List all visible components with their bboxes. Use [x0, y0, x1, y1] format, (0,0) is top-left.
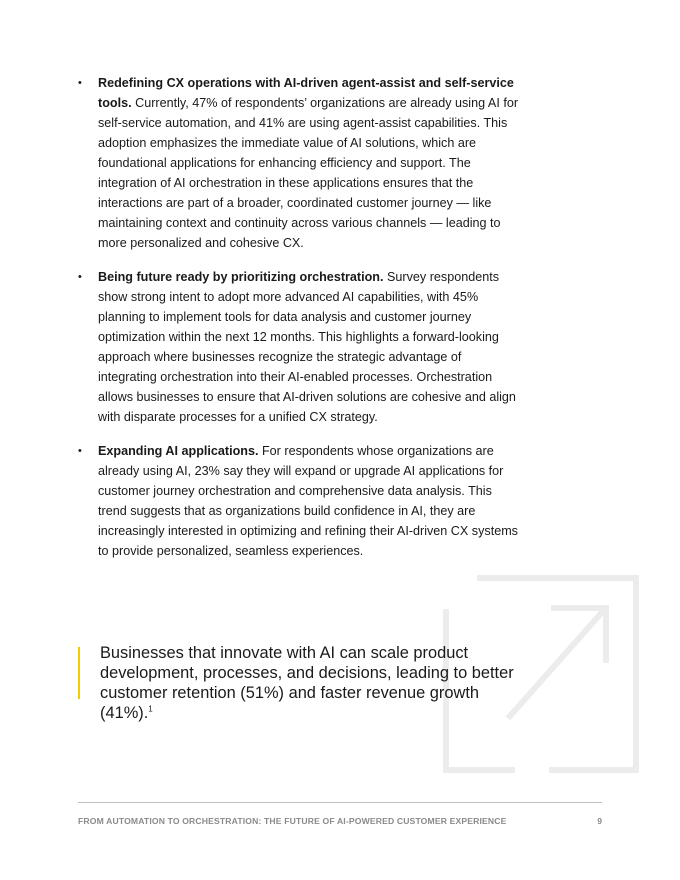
pull-quote [100, 643, 535, 723]
page-number: 9 [597, 816, 602, 826]
bullet-item [78, 73, 523, 253]
bullet-text: For respondents whose organizations are already using AI, 23% say they will expand or upgrade AI applications for customer journey orchestration and comprehensive data analysis. This trend suggests that as organizations build confidence in AI, they are increasingly interested in optimizing and refining their AI-driven CX systems to provide personalized, seamless experiences. [98, 444, 518, 558]
bullet-lead: Being future ready by prioritizing orchestration. [98, 270, 387, 284]
bullet-text: Currently, 47% of respondents’ organizations are already using AI for self-service automation, and 41% are using agent-assist capabilities. This adoption emphasizes the immediate value of AI solutions, which are foundational applications for enhancing efficiency and support. The integration of AI orchestration in these applications ensures that the interactions are part of a broader, coordinated customer journey — like maintaining context and continuity across various channels — leading to more personalized and cohesive CX. [98, 96, 519, 250]
bullet-dot: • [78, 271, 82, 283]
bullet-lead: Redefining CX operations with AI-driven agent-assist and self-service tools. [98, 76, 514, 110]
bullet-lead: Expanding AI applications. [98, 444, 262, 458]
footer-divider [78, 802, 602, 803]
bullet-list [78, 73, 523, 575]
bullet-dot: • [78, 77, 82, 89]
footer-title: FROM AUTOMATION TO ORCHESTRATION: THE FUTURE OF AI-POWERED CUSTOMER EXPERIENCE [78, 816, 507, 826]
bullet-item [78, 267, 523, 427]
bullet-item [78, 441, 523, 561]
quote-accent-bar [78, 647, 80, 699]
bullet-text: Survey respondents show strong intent to adopt more advanced AI capabilities, with 45% planning to implement tools for data analysis and customer journey optimization within the next 12 months. This highlights a forward-looking approach where businesses recognize the strategic advantage of integrating orchestration into their AI-enabled processes. Orchestration allows businesses to ensure that AI-driven solutions are cohesive and align with disparate processes for a unified CX strategy. [98, 270, 516, 424]
pull-quote-text: Businesses that innovate with AI can scale product development, processes, and decisions, leading to better customer retention (51%) and faster revenue growth (41%). [100, 644, 514, 722]
bullet-dot: • [78, 445, 82, 457]
footnote-marker: 1 [148, 704, 153, 714]
